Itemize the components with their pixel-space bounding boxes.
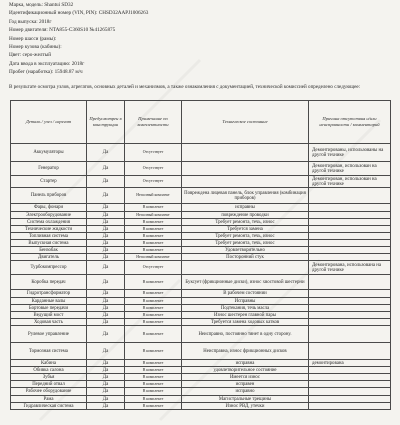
table-row bbox=[11, 396, 391, 403]
cell-reason bbox=[309, 403, 391, 410]
table-row bbox=[11, 204, 391, 212]
cell-tech-state: Требует ремонта, течь, износ bbox=[182, 240, 309, 247]
cell-note: В комплекте bbox=[125, 326, 182, 343]
vehicle-line: Номер двигателя: NTA855-C360S10 №41265875 bbox=[9, 27, 116, 34]
cell-note: В комплекте bbox=[125, 312, 182, 319]
cell-present: Да bbox=[87, 226, 125, 233]
cell-reason bbox=[309, 319, 391, 326]
cell-reason bbox=[309, 343, 391, 360]
table-row bbox=[11, 144, 391, 162]
cell-reason bbox=[309, 396, 391, 403]
cell-reason bbox=[309, 290, 391, 298]
vehicle-line: Год выпуска: 2018г bbox=[9, 18, 52, 25]
cell-part: Кабина bbox=[11, 360, 87, 367]
vehicle-info bbox=[9, 1, 394, 77]
cell-reason bbox=[309, 188, 391, 204]
cell-tech-state: исправны bbox=[182, 204, 309, 212]
cell-tech-state: Неисправно, постоянно тянет в одну сторону. bbox=[182, 326, 309, 343]
cell-present: Да bbox=[87, 233, 125, 240]
table-row bbox=[11, 305, 391, 312]
cell-note: В комплекте bbox=[125, 290, 182, 298]
cell-present: Да bbox=[87, 367, 125, 374]
table-row bbox=[11, 343, 391, 360]
cell-note: В комплекте bbox=[125, 204, 182, 212]
cell-present: Да bbox=[87, 381, 125, 388]
cell-tech-state bbox=[182, 176, 309, 188]
table-row bbox=[11, 374, 391, 381]
cell-tech-state: Повреждена лицевая панель, блок управления (комбинация приборов) bbox=[182, 188, 309, 204]
cell-part: Рама bbox=[11, 396, 87, 403]
table-row bbox=[11, 298, 391, 305]
cell-part: Зубья bbox=[11, 374, 87, 381]
cell-present: Да bbox=[87, 298, 125, 305]
cell-note: Неполный комплект bbox=[125, 212, 182, 219]
cell-reason bbox=[309, 204, 391, 212]
cell-note: В комплекте bbox=[125, 247, 182, 254]
cell-part: Топливная система bbox=[11, 233, 87, 240]
cell-part: Система охлаждения bbox=[11, 219, 87, 226]
cell-part: Гидравлическая система bbox=[11, 403, 87, 410]
cell-part: Генератор bbox=[11, 162, 87, 176]
cell-present: Да bbox=[87, 144, 125, 162]
cell-part: Панель приборов bbox=[11, 188, 87, 204]
cell-reason: демонтирована bbox=[309, 360, 391, 367]
cell-tech-state: Износ РВД, утечки bbox=[182, 403, 309, 410]
cell-present: Да bbox=[87, 176, 125, 188]
table-row bbox=[11, 275, 391, 290]
table-row bbox=[11, 360, 391, 367]
cell-present: Да bbox=[87, 247, 125, 254]
vehicle-line: Идентификационный номер (VIN, PIN): CHSD32AAPJ1006263 bbox=[9, 10, 149, 17]
table-row bbox=[11, 247, 391, 254]
table-row bbox=[11, 367, 391, 374]
cell-present: Да bbox=[87, 290, 125, 298]
cell-present: Да bbox=[87, 326, 125, 343]
cell-part: Тормозная система bbox=[11, 343, 87, 360]
cell-note: В комплекте bbox=[125, 298, 182, 305]
cell-reason: Демонтирована, использована на другой технике bbox=[309, 261, 391, 275]
cell-tech-state: повреждение проводки bbox=[182, 212, 309, 219]
cell-part: Электрооборудование bbox=[11, 212, 87, 219]
cell-reason bbox=[309, 212, 391, 219]
table-row bbox=[11, 219, 391, 226]
table-row bbox=[11, 254, 391, 261]
cell-note: В комплекте bbox=[125, 240, 182, 247]
cell-part: Гидротрансформатор bbox=[11, 290, 87, 298]
header-present: Предусмотрен в конструкции bbox=[87, 101, 125, 144]
cell-reason bbox=[309, 305, 391, 312]
table-body bbox=[11, 144, 391, 410]
header-note: Примечание по комплектности bbox=[125, 101, 182, 144]
cell-present: Да bbox=[87, 212, 125, 219]
header-reason: Причина отсутствия и/или неисправности / комментарий bbox=[309, 101, 391, 144]
cell-present: Да bbox=[87, 403, 125, 410]
cell-note: Отсутствует bbox=[125, 176, 182, 188]
vehicle-line: Пробег (наработка): 15948.87 м/ч bbox=[9, 69, 83, 76]
cell-tech-state: Посторонний стук bbox=[182, 254, 309, 261]
table-row bbox=[11, 188, 391, 204]
cell-note: Отсутствует bbox=[125, 144, 182, 162]
vehicle-line: Номер шасси (рамы): bbox=[9, 35, 57, 42]
cell-note: В комплекте bbox=[125, 319, 182, 326]
table-row bbox=[11, 326, 391, 343]
cell-reason bbox=[309, 233, 391, 240]
cell-part: Двигатель bbox=[11, 254, 87, 261]
table-row bbox=[11, 319, 391, 326]
cell-part: Бортовые передачи bbox=[11, 305, 87, 312]
cell-part: Рабочее оборудование bbox=[11, 388, 87, 396]
cell-part: Бензобак bbox=[11, 247, 87, 254]
table-row bbox=[11, 212, 391, 219]
cell-note: Неполный комплект bbox=[125, 188, 182, 204]
vehicle-line: Дата ввода в эксплуатацию: 2018г bbox=[9, 60, 85, 67]
table-header-row bbox=[11, 101, 391, 144]
cell-reason bbox=[309, 254, 391, 261]
cell-part: Технические жидкости bbox=[11, 226, 87, 233]
cell-reason bbox=[309, 275, 391, 290]
cell-present: Да bbox=[87, 240, 125, 247]
cell-note: В комплекте bbox=[125, 275, 182, 290]
cell-note: В комплекте bbox=[125, 343, 182, 360]
cell-reason bbox=[309, 388, 391, 396]
cell-note: В комплекте bbox=[125, 396, 182, 403]
cell-note: В комплекте bbox=[125, 403, 182, 410]
cell-present: Да bbox=[87, 261, 125, 275]
table-row bbox=[11, 403, 391, 410]
cell-tech-state bbox=[182, 261, 309, 275]
cell-note: В комплекте bbox=[125, 226, 182, 233]
cell-present: Да bbox=[87, 219, 125, 226]
cell-note: В комплекте bbox=[125, 233, 182, 240]
cell-present: Да bbox=[87, 188, 125, 204]
table-row bbox=[11, 261, 391, 275]
table-row bbox=[11, 233, 391, 240]
cell-reason bbox=[309, 219, 391, 226]
cell-part: Турбокомпрессор bbox=[11, 261, 87, 275]
header-tech-state: Техническое состояние bbox=[182, 101, 309, 144]
cell-tech-state: Требует ремонта, течь, износ bbox=[182, 233, 309, 240]
cell-tech-state: Исправны bbox=[182, 298, 309, 305]
cell-reason bbox=[309, 240, 391, 247]
cell-note: В комплекте bbox=[125, 360, 182, 367]
cell-present: Да bbox=[87, 275, 125, 290]
cell-reason bbox=[309, 298, 391, 305]
cell-tech-state: Износ шестерен главной пары bbox=[182, 312, 309, 319]
cell-present: Да bbox=[87, 396, 125, 403]
cell-part: Передний отвал bbox=[11, 381, 87, 388]
cell-part: Фары, фонари bbox=[11, 204, 87, 212]
cell-present: Да bbox=[87, 162, 125, 176]
cell-part: Аккумуляторы bbox=[11, 144, 87, 162]
cell-reason bbox=[309, 367, 391, 374]
table-row bbox=[11, 290, 391, 298]
cell-part: Коробка передач bbox=[11, 275, 87, 290]
cell-tech-state: В рабочем состоянии bbox=[182, 290, 309, 298]
cell-tech-state: исправно bbox=[182, 388, 309, 396]
cell-tech-state: исправна bbox=[182, 360, 309, 367]
cell-tech-state: Магистральные трещины bbox=[182, 396, 309, 403]
cell-present: Да bbox=[87, 343, 125, 360]
intro-text: В результате осмотра узлов, агрегатов, основных деталей и механизмов, а также ознакомления с документацией, технической комиссией определено следующее: bbox=[9, 84, 361, 90]
cell-tech-state: Буксует (фрикционные диски), износ хвостовой шестерни bbox=[182, 275, 309, 290]
cell-tech-state: Требует ремонта, течь, износ bbox=[182, 219, 309, 226]
cell-note: В комплекте bbox=[125, 367, 182, 374]
cell-note: В комплекте bbox=[125, 388, 182, 396]
cell-tech-state bbox=[182, 162, 309, 176]
cell-tech-state: Подтекания, течь масла bbox=[182, 305, 309, 312]
cell-part: Выпускная система bbox=[11, 240, 87, 247]
cell-tech-state bbox=[182, 144, 309, 162]
table-row bbox=[11, 381, 391, 388]
cell-note: Отсутствует bbox=[125, 261, 182, 275]
vehicle-line: Цвет: серо-желтый bbox=[9, 52, 51, 59]
table-row bbox=[11, 162, 391, 176]
cell-present: Да bbox=[87, 204, 125, 212]
cell-part: Ведущий мост bbox=[11, 312, 87, 319]
cell-present: Да bbox=[87, 360, 125, 367]
inspection-table bbox=[10, 100, 391, 410]
cell-note: В комплекте bbox=[125, 219, 182, 226]
vehicle-line: Марка, модель: Shantui SD32 bbox=[9, 2, 74, 8]
cell-tech-state: Удовлетворительно bbox=[182, 247, 309, 254]
table-row bbox=[11, 388, 391, 396]
cell-reason bbox=[309, 226, 391, 233]
cell-reason: Демонтирован, использован на другой технике bbox=[309, 176, 391, 188]
cell-present: Да bbox=[87, 305, 125, 312]
cell-part: Стартер bbox=[11, 176, 87, 188]
cell-note: Отсутствует bbox=[125, 162, 182, 176]
cell-reason bbox=[309, 381, 391, 388]
cell-part: Обивка салона bbox=[11, 367, 87, 374]
cell-note: В комплекте bbox=[125, 305, 182, 312]
cell-present: Да bbox=[87, 374, 125, 381]
cell-reason bbox=[309, 374, 391, 381]
cell-present: Да bbox=[87, 319, 125, 326]
table-row bbox=[11, 240, 391, 247]
cell-part: Карданные валы bbox=[11, 298, 87, 305]
cell-tech-state: удовлетворительное состояние bbox=[182, 367, 309, 374]
cell-part: Рулевое управление bbox=[11, 326, 87, 343]
cell-note: В комплекте bbox=[125, 381, 182, 388]
cell-tech-state: исправен bbox=[182, 381, 309, 388]
cell-present: Да bbox=[87, 254, 125, 261]
cell-tech-state: Требуется замена ходовых катков bbox=[182, 319, 309, 326]
cell-note: В комплекте bbox=[125, 374, 182, 381]
table-row bbox=[11, 176, 391, 188]
header-part: Деталь / узел / агрегат bbox=[11, 101, 87, 144]
cell-tech-state: Неисправна, износ фрикционных дисков bbox=[182, 343, 309, 360]
cell-present: Да bbox=[87, 388, 125, 396]
cell-reason: Демонтирован, использован на другой технике bbox=[309, 162, 391, 176]
vehicle-line: Номер кузова (кабины): bbox=[9, 44, 62, 51]
table-row bbox=[11, 226, 391, 233]
cell-part: Ходовая часть bbox=[11, 319, 87, 326]
cell-reason bbox=[309, 326, 391, 343]
cell-reason: Демонтированы, использованы на другой технике bbox=[309, 144, 391, 162]
table-row bbox=[11, 312, 391, 319]
cell-tech-state: Требуется замена bbox=[182, 226, 309, 233]
cell-tech-state: Имеется износ bbox=[182, 374, 309, 381]
cell-note: Неполный комплект bbox=[125, 254, 182, 261]
cell-reason bbox=[309, 247, 391, 254]
cell-present: Да bbox=[87, 312, 125, 319]
cell-reason bbox=[309, 312, 391, 319]
